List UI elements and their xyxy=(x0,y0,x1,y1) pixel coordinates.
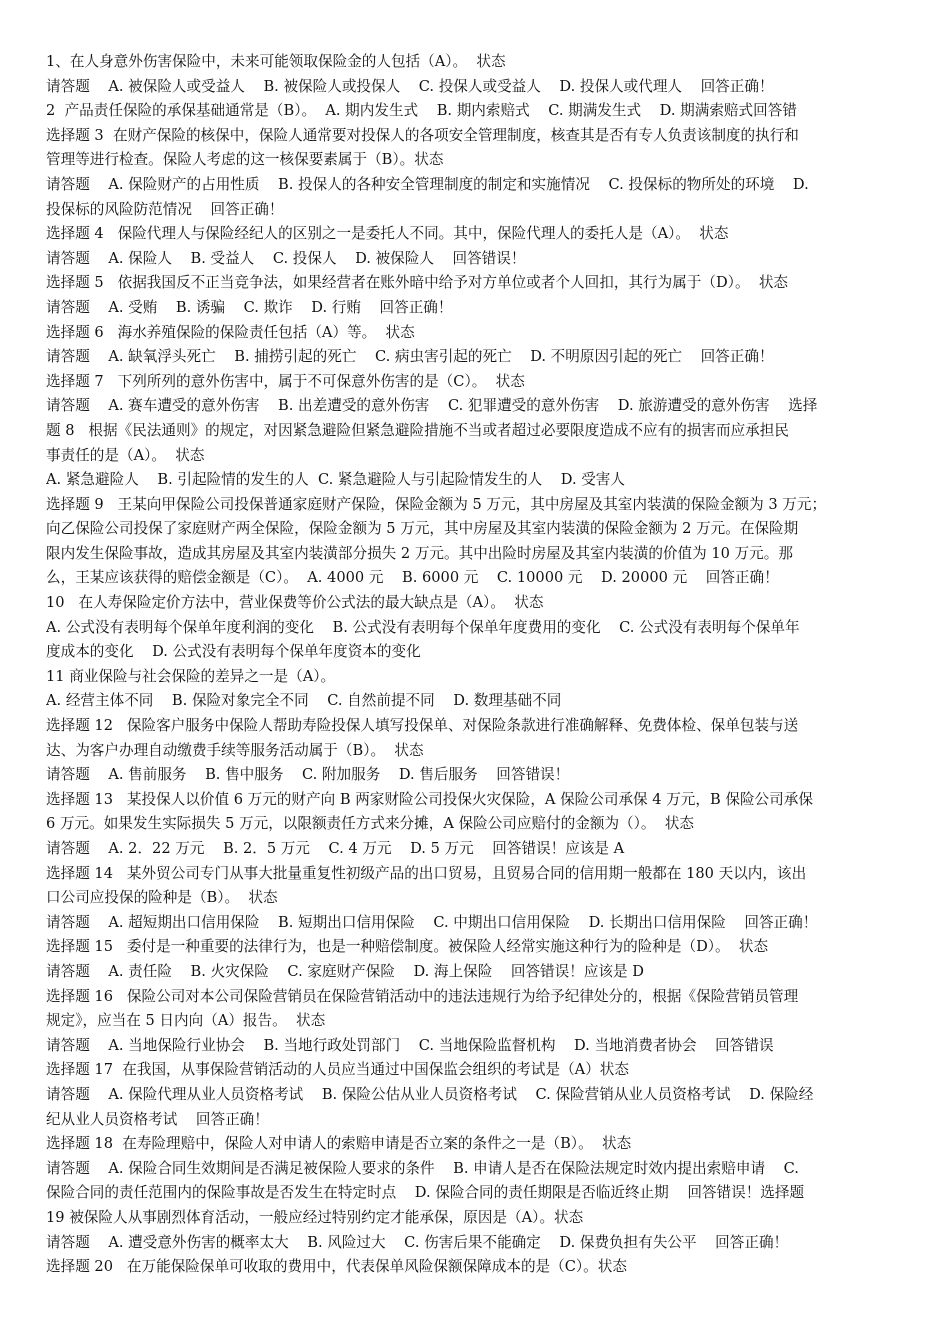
text-line: 选择题 7 下列所列的意外伤害中，属于不可保意外伤害的是（C）。 状态 xyxy=(46,372,525,390)
text-line: 选择题 5 依据我国反不正当竞争法，如果经营者在账外暗中给予对方单位或者个人回扣，其行为属于（D）。 状态 xyxy=(46,274,789,292)
text-line: 选择题 6 海水养殖保险的保险责任包括（A）等。 状态 xyxy=(46,323,415,341)
text-line: 6 万元。如果发生实际损失 5 万元，以限额责任方式来分摊，A 保险公司应赔付的金额为（）。 状态 xyxy=(46,815,694,833)
text-line: 请答题 A. 保险财产的占用性质 B. 投保人的各种安全管理制度的制定和实施情况 C. 投保标的物所处的环境 D. xyxy=(46,175,809,193)
text-line: 请答题 A. 责任险 B. 火灾保险 C. 家庭财产保险 D. 海上保险 回答错误！应该是 D xyxy=(46,962,644,980)
text-line: 口公司应投保的险种是（B）。 状态 xyxy=(46,889,278,907)
text-line: 保险合同的责任范围内的保险事故是否发生在特定时点 D. 保险合同的责任期限是否临近终止期 回答错误！选择题 xyxy=(46,1184,805,1202)
text-line: 请答题 A. 保险合同生效期间是否满足被保险人要求的条件 B. 申请人是否在保险法规定时效内提出索赔申请 C. xyxy=(46,1159,799,1177)
text-line: 请答题 A. 被保险人或受益人 B. 被保险人或投保人 C. 投保人或受益人 D. 投保人或代理人 回答正确！ xyxy=(46,77,774,95)
text-line: 选择题 4 保险代理人与保险经纪人的区别之一是委托人不同。其中，保险代理人的委托人是（A）。 状态 xyxy=(46,225,729,243)
text-line: 向乙保险公司投保了家庭财产两全保险，保险金额为 5 万元，其中房屋及其室内装潢的保险金额为 2 万元。在保险期 xyxy=(46,520,799,538)
text-line: 请答题 A. 保险人 B. 受益人 C. 投保人 D. 被保险人 回答错误！ xyxy=(46,249,526,267)
text-line: 选择题 16 保险公司对本公司保险营销员在保险营销活动中的违法违规行为给予纪律处分的，根据《保险营销员管理 xyxy=(46,987,799,1005)
text-line: 请答题 A. 遭受意外伤害的概率太大 B. 风险过大 C. 伤害后果不能确定 D. 保费负担有失公平 回答正确！ xyxy=(46,1233,789,1251)
text-line: 11 商业保险与社会保险的差异之一是（A）。 xyxy=(46,667,336,685)
text-line: 请答题 A. 保险代理从业人员资格考试 B. 保险公估从业人员资格考试 C. 保险营销从业人员资格考试 D. 保险经 xyxy=(46,1085,814,1103)
text-line: 选择题 20 在万能保险保单可收取的费用中，代表保单风险保额保障成本的是（C）。状态 xyxy=(46,1258,627,1276)
text-line: 选择题 3 在财产保险的核保中，保险人通常要对投保人的各项安全管理制度，核查其是否有专人负责该制度的执行和 xyxy=(46,126,799,144)
text-line: 选择题 18 在寿险理赔中，保险人对申请人的索赔申请是否立案的条件之一是（B）。 状态 xyxy=(46,1135,632,1153)
text-line: 度成本的变化 D. 公式没有表明每个保单年度资本的变化 xyxy=(46,643,421,661)
text-line: 19 被保险人从事剧烈体育活动，一般应经过特别约定才能承保，原因是（A）。状态 xyxy=(46,1208,584,1226)
text-line: A. 公式没有表明每个保单年度利润的变化 B. 公式没有表明每个保单年度费用的变化 C. 公式没有表明每个保单年 xyxy=(46,618,800,636)
text-line: 请答题 A. 缺氧浮头死亡 B. 捕捞引起的死亡 C. 病虫害引起的死亡 D. 不明原因引起的死亡 回答正确！ xyxy=(46,348,774,366)
text-line: 10 在人寿保险定价方法中，营业保费等价公式法的最大缺点是（A）。 状态 xyxy=(46,594,544,612)
text-line: 规定》，应当在 5 日内向（A）报告。 状态 xyxy=(46,1012,326,1030)
text-line: 选择题 17 在我国，从事保险营销活动的人员应当通过中国保监会组织的考试是（A）状态 xyxy=(46,1061,629,1079)
text-line: 请答题 A. 受贿 B. 诱骗 C. 欺诈 D. 行贿 回答正确！ xyxy=(46,298,453,316)
text-line: 请答题 A. 2．22 万元 B. 2．5 万元 C. 4 万元 D. 5 万元 回答错误！应该是 A xyxy=(46,840,625,857)
text-line: 选择题 15 委付是一种重要的法律行为，也是一种赔偿制度。被保险人经常实施这种行为的险种是（D）。 状态 xyxy=(46,938,769,956)
text-line: 选择题 12 保险客户服务中保险人帮助寿险投保人填写投保单、对保险条款进行准确解释、免费体检、保单包装与送 xyxy=(46,717,799,735)
text-line: 1、在人身意外伤害保险中，未来可能领取保险金的人包括（A）。 状态 xyxy=(46,53,506,70)
text-line: 事责任的是（A）。 状态 xyxy=(46,446,205,464)
text-line: 请答题 A. 赛车遭受的意外伤害 B. 出差遭受的意外伤害 C. 犯罪遭受的意外伤害 D. 旅游遭受的意外伤害 选择 xyxy=(46,397,818,415)
text-line: A. 紧急避险人 B. 引起险情的发生的人 C. 紧急避险人与引起险情发生的人 D. 受害人 xyxy=(46,471,625,489)
text-line: 么，王某应该获得的赔偿金额是（C）。 A. 4000 元 B. 6000 元 C. 10000 元 D. 20000 元 回答正确！ xyxy=(46,569,779,587)
text-line: A. 经营主体不同 B. 保险对象完全不同 C. 自然前提不同 D. 数理基础不同 xyxy=(46,692,562,710)
text-line: 题 8 根据《民法通则》的规定，对因紧急避险但紧急避险措施不当或者超过必要限度造成不应有的损害而应承担民 xyxy=(46,421,789,439)
text-line: 纪从业人员资格考试 回答正确！ xyxy=(46,1110,269,1128)
text-line: 请答题 A. 售前服务 B. 售中服务 C. 附加服务 D. 售后服务 回答错误！ xyxy=(46,766,570,784)
text-line: 限内发生保险事故，造成其房屋及其室内装潢部分损失 2 万元。其中出险时房屋及其室内装潢的价值为 10 万元。那 xyxy=(46,544,793,562)
text-line: 请答题 A. 超短期出口信用保险 B. 短期出口信用保险 C. 中期出口信用保险 D. 长期出口信用保险 回答正确！ xyxy=(46,913,818,931)
text-line: 选择题 14 某外贸公司专门从事大批量重复性初级产品的出口贸易，且贸易合同的信用期一般都在 180 天以内，该出 xyxy=(46,864,807,882)
text-line: 管理等进行检查。保险人考虑的这一核保要素属于（B）。状态 xyxy=(46,151,444,169)
text-line: 选择题 9 王某向甲保险公司投保普通家庭财产保险，保险金额为 5 万元，其中房屋及其室内装潢的保险金额为 3 万元； xyxy=(46,495,827,513)
text-line: 达、为客户办理自动缴费手续等服务活动属于（B）。 状态 xyxy=(46,741,424,759)
text-line: 选择题 13 某投保人以价值 6 万元的财产向 B 两家财险公司投保火灾保险，A 保险公司承保 4 万元，B 保险公司承保 xyxy=(46,790,813,808)
text-line: 请答题 A. 当地保险行业协会 B. 当地行政处罚部门 C. 当地保险监督机构 D. 当地消费者协会 回答错误 xyxy=(46,1036,774,1054)
text-line: 2 产品责任保险的承保基础通常是（B）。 A. 期内发生式 B. 期内索赔式 C. 期满发生式 D. 期满索赔式回答错 xyxy=(46,102,797,120)
text-line: 投保标的风险防范情况 回答正确！ xyxy=(46,200,284,218)
